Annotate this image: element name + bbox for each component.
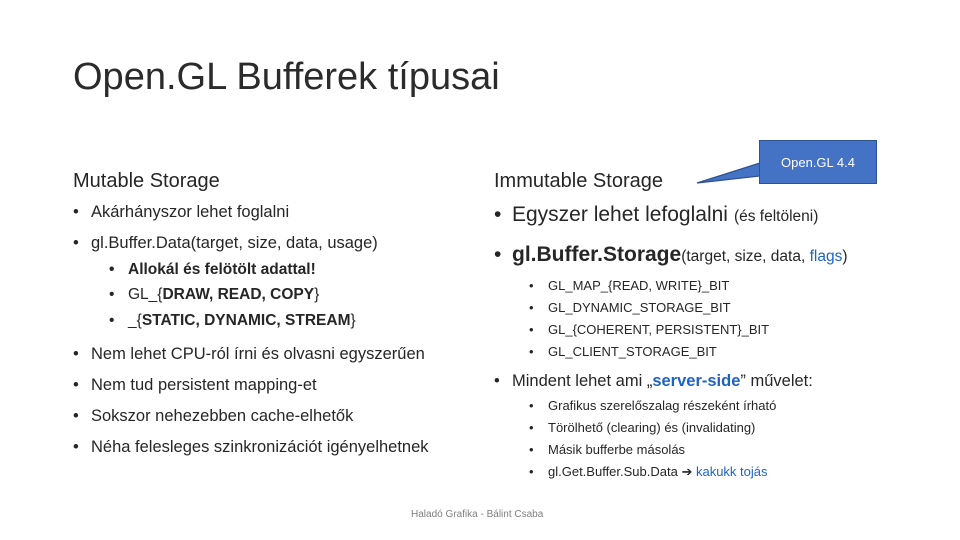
left-subbullet-2a: • Allokál és felötölt adattal! [109, 261, 316, 278]
right-bullet-3: • Mindent lehet ami „server-side” művelet: [494, 372, 813, 390]
server-side-item-3: • Másik bufferbe másolás [529, 442, 686, 457]
left-bullet-1: • Akárhányszor lehet foglalni [73, 203, 290, 221]
server-side-item-1: • Grafikus szerelőszalag részeként írható [529, 398, 777, 413]
left-subbullet-2b: • GL_{DRAW, READ, COPY} [109, 286, 320, 303]
left-bullet-4: • Nem tud persistent mapping-et [73, 376, 317, 394]
server-side-item-2: • Törölhető (clearing) és (invalidating) [529, 420, 756, 435]
right-bullet-1: • Egyszer lehet lefoglalni (és feltöleni) [494, 203, 819, 226]
slide-title: Open.GL Bufferek típusai [73, 56, 500, 98]
flag-item-3: • GL_{COHERENT, PERSISTENT}_BIT [529, 322, 770, 337]
right-bullet-2: • gl.Buffer.Storage(target, size, data, flags) [494, 243, 848, 266]
left-bullet-3: • Nem lehet CPU-ról írni és olvasni egyszerűen [73, 345, 425, 363]
flag-item-2: • GL_DYNAMIC_STORAGE_BIT [529, 300, 731, 315]
arrow-right-icon: ➔ [681, 464, 693, 479]
left-bullet-2: • gl.Buffer.Data(target, size, data, usage) [73, 234, 378, 252]
immutable-storage-heading: Immutable Storage [494, 170, 663, 192]
flag-item-4: • GL_CLIENT_STORAGE_BIT [529, 344, 717, 359]
left-bullet-6: • Néha felesleges szinkronizációt igényelhetnek [73, 438, 429, 456]
flag-item-1: • GL_MAP_{READ, WRITE}_BIT [529, 278, 730, 293]
opengl-version-callout: Open.GL 4.4 [759, 140, 877, 184]
left-bullet-5: • Sokszor nehezebben cache-elhetők [73, 407, 354, 425]
slide-footer: Haladó Grafika - Bálint Csaba [411, 509, 544, 520]
server-side-item-4: • gl.Get.Buffer.Sub.Data ➔ kakukk tojás [529, 464, 768, 479]
mutable-storage-heading: Mutable Storage [73, 170, 220, 192]
left-subbullet-2c: • _{STATIC, DYNAMIC, STREAM} [109, 312, 356, 329]
